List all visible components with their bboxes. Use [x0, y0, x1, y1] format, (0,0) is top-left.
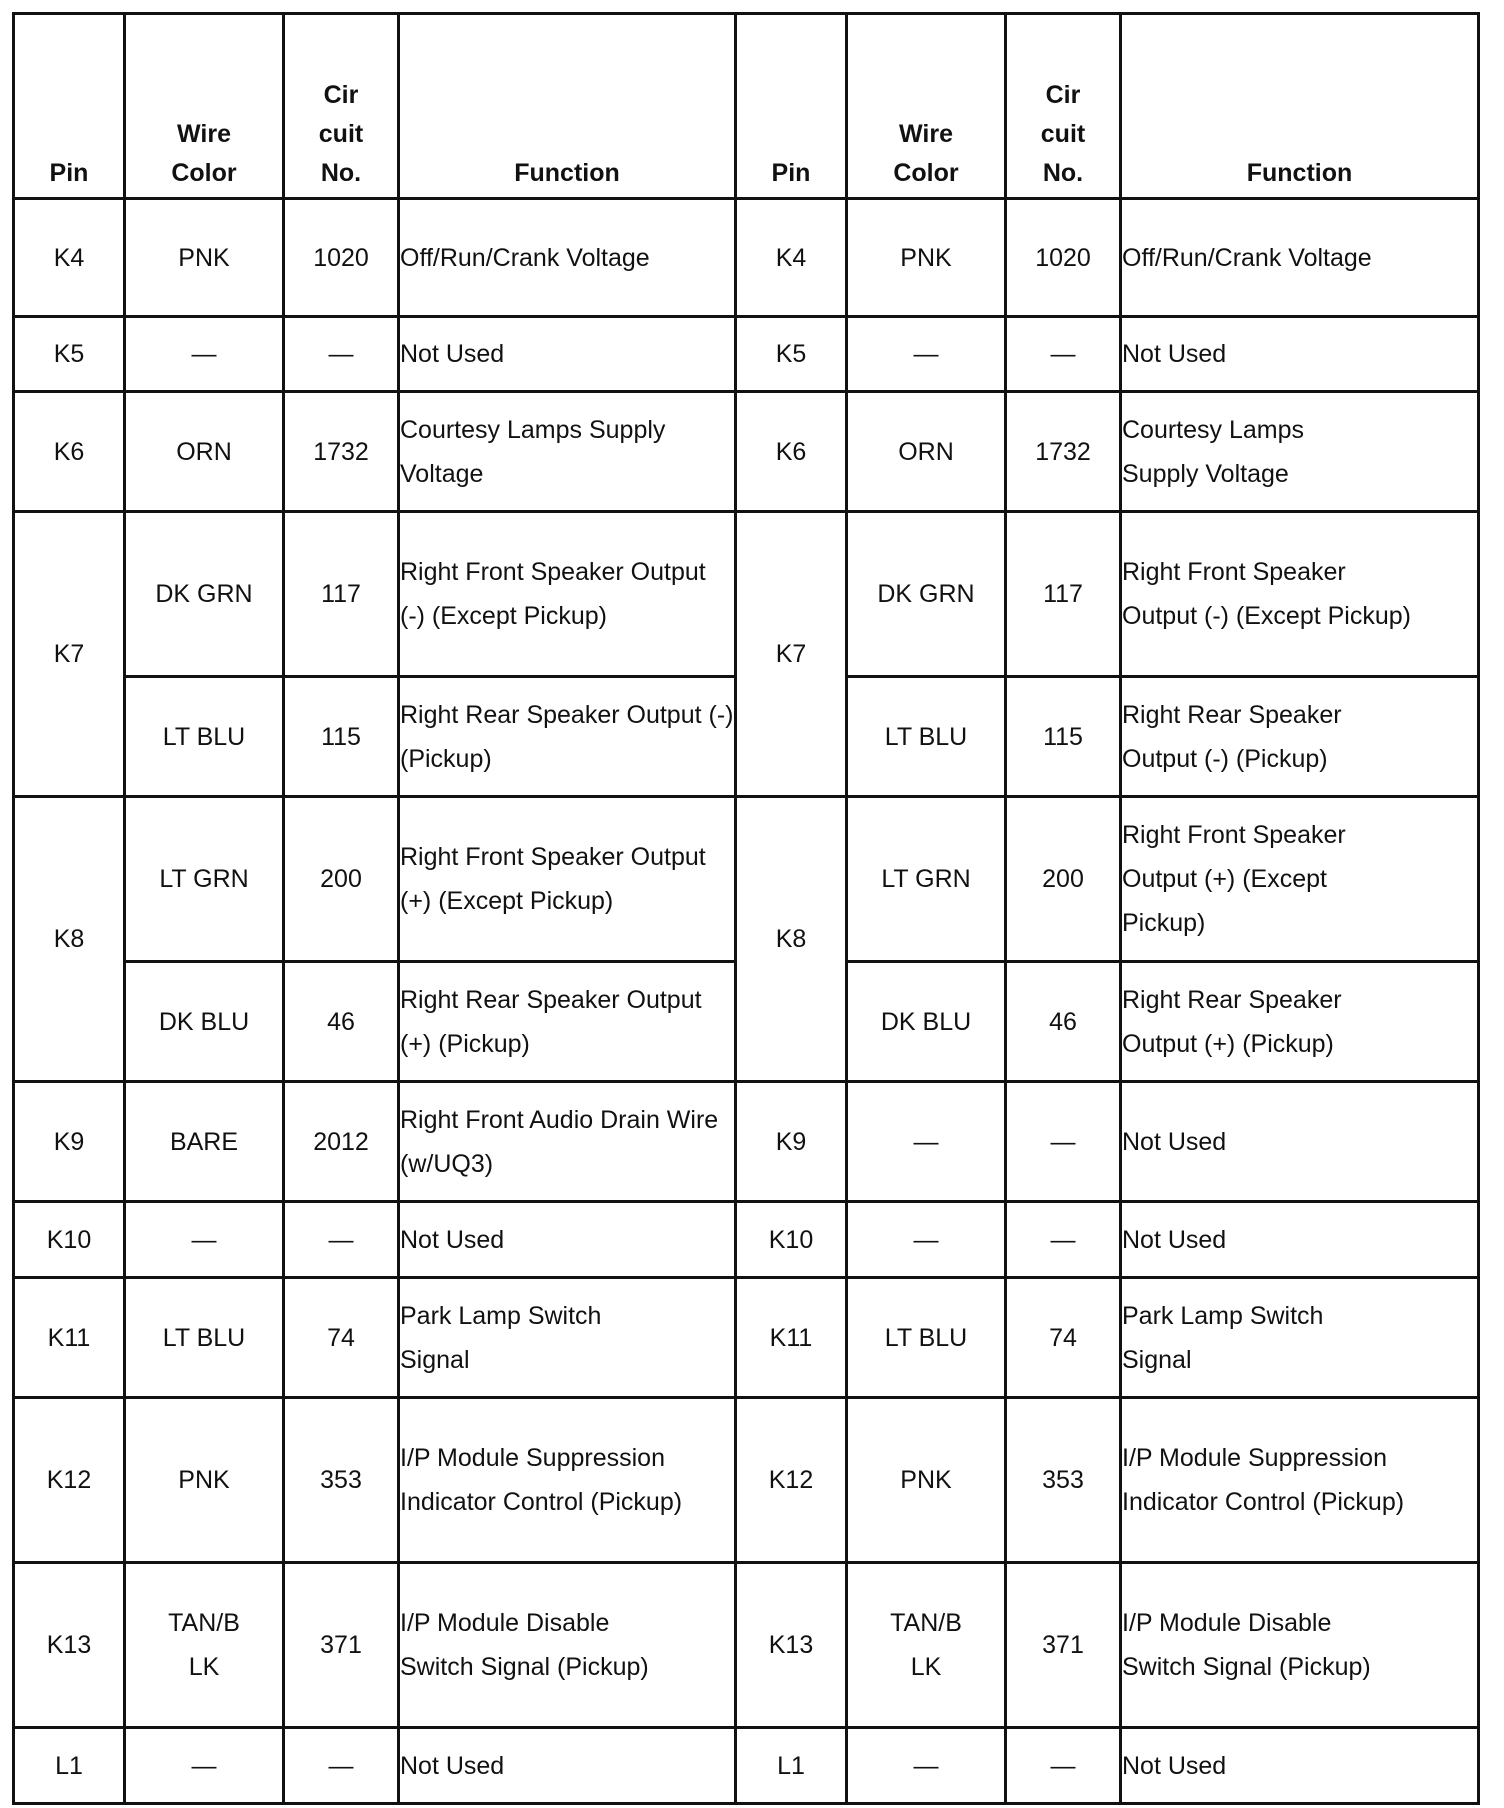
- table-row: [14, 1728, 1479, 1804]
- circuit-cell: 1732: [1006, 392, 1121, 512]
- wire-color-cell: —: [847, 317, 1006, 392]
- pin-cell: K12: [736, 1398, 847, 1563]
- function-cell: I/P Module Suppression Indicator Control (Pickup): [399, 1398, 736, 1563]
- function-cell: I/P Module Suppression Indicator Control (Pickup): [1121, 1398, 1479, 1563]
- table-row: [14, 1202, 1479, 1278]
- pin-cell: K8: [14, 797, 125, 1082]
- pin-cell: K7: [14, 512, 125, 797]
- circuit-cell: 2012: [284, 1082, 399, 1202]
- header-pin: Pin: [14, 14, 125, 199]
- header-row: [14, 14, 1479, 199]
- wire-color-cell: —: [847, 1728, 1006, 1804]
- function-cell: Park Lamp Switch Signal: [1121, 1278, 1479, 1398]
- header-function: Function: [1121, 14, 1479, 199]
- pin-cell: K11: [14, 1278, 125, 1398]
- table-row: [14, 392, 1479, 512]
- function-cell: Right Rear Speaker Output (-) (Pickup): [1121, 677, 1479, 797]
- function-cell: Off/Run/Crank Voltage: [399, 199, 736, 317]
- function-cell: Right Rear Speaker Output (-) (Pickup): [399, 677, 736, 797]
- function-cell: Not Used: [399, 317, 736, 392]
- function-cell: Not Used: [399, 1728, 736, 1804]
- pin-cell: K10: [14, 1202, 125, 1278]
- table-row: [14, 1082, 1479, 1202]
- header-function: Function: [399, 14, 736, 199]
- wire-color-cell: DK BLU: [847, 962, 1006, 1082]
- wire-color-cell: TAN/B LK: [847, 1563, 1006, 1728]
- function-cell: Courtesy Lamps Supply Voltage: [1121, 392, 1479, 512]
- circuit-cell: 200: [284, 797, 399, 962]
- function-cell: Right Rear Speaker Output (+) (Pickup): [399, 962, 736, 1082]
- circuit-cell: —: [1006, 317, 1121, 392]
- wire-color-cell: PNK: [847, 199, 1006, 317]
- connector-table-wrapper: [12, 12, 1480, 1805]
- function-cell: Not Used: [1121, 1728, 1479, 1804]
- function-cell: Right Front Speaker Output (+) (Except Pickup): [1121, 797, 1479, 962]
- header-pin: Pin: [736, 14, 847, 199]
- circuit-cell: 1020: [1006, 199, 1121, 317]
- table-row: [14, 317, 1479, 392]
- function-cell: I/P Module Disable Switch Signal (Pickup): [1121, 1563, 1479, 1728]
- function-cell: Right Front Audio Drain Wire (w/UQ3): [399, 1082, 736, 1202]
- wire-color-cell: TAN/B LK: [125, 1563, 284, 1728]
- circuit-cell: 74: [1006, 1278, 1121, 1398]
- connector-pinout-table: [12, 12, 1480, 1805]
- wire-color-cell: DK GRN: [125, 512, 284, 677]
- function-cell: Right Front Speaker Output (+) (Except Pickup): [399, 797, 736, 962]
- table-row: [14, 1563, 1479, 1728]
- circuit-cell: 46: [1006, 962, 1121, 1082]
- circuit-cell: 1020: [284, 199, 399, 317]
- wire-color-cell: —: [125, 1728, 284, 1804]
- circuit-cell: 353: [284, 1398, 399, 1563]
- function-cell: Courtesy Lamps Supply Voltage: [399, 392, 736, 512]
- circuit-cell: 115: [284, 677, 399, 797]
- table-row: [14, 1398, 1479, 1563]
- circuit-cell: 353: [1006, 1398, 1121, 1563]
- header-circuit-no: Cir cuit No.: [284, 14, 399, 199]
- function-cell: I/P Module Disable Switch Signal (Pickup): [399, 1563, 736, 1728]
- function-cell: Right Front Speaker Output (-) (Except Pickup): [399, 512, 736, 677]
- wire-color-cell: LT GRN: [847, 797, 1006, 962]
- table-row: [14, 797, 1479, 962]
- header-wire-color: Wire Color: [125, 14, 284, 199]
- pin-cell: K13: [736, 1563, 847, 1728]
- pin-cell: L1: [14, 1728, 125, 1804]
- wire-color-cell: DK BLU: [125, 962, 284, 1082]
- wire-color-cell: LT GRN: [125, 797, 284, 962]
- function-cell: Off/Run/Crank Voltage: [1121, 199, 1479, 317]
- wire-color-cell: —: [125, 317, 284, 392]
- circuit-cell: —: [1006, 1202, 1121, 1278]
- circuit-cell: 115: [1006, 677, 1121, 797]
- function-cell: Not Used: [399, 1202, 736, 1278]
- pin-cell: K6: [736, 392, 847, 512]
- header-circuit-no: Cir cuit No.: [1006, 14, 1121, 199]
- circuit-cell: —: [284, 317, 399, 392]
- wire-color-cell: PNK: [847, 1398, 1006, 1563]
- pin-cell: K11: [736, 1278, 847, 1398]
- function-cell: Right Rear Speaker Output (+) (Pickup): [1121, 962, 1479, 1082]
- wire-color-cell: —: [847, 1082, 1006, 1202]
- circuit-cell: 200: [1006, 797, 1121, 962]
- pin-cell: K5: [736, 317, 847, 392]
- pin-cell: K8: [736, 797, 847, 1082]
- function-cell: Right Front Speaker Output (-) (Except Pickup): [1121, 512, 1479, 677]
- wire-color-cell: BARE: [125, 1082, 284, 1202]
- wire-color-cell: LT BLU: [847, 1278, 1006, 1398]
- circuit-cell: —: [1006, 1082, 1121, 1202]
- pin-cell: K9: [736, 1082, 847, 1202]
- circuit-cell: 74: [284, 1278, 399, 1398]
- circuit-cell: 371: [284, 1563, 399, 1728]
- table-row: [14, 512, 1479, 677]
- wire-color-cell: LT BLU: [125, 1278, 284, 1398]
- table-row: [14, 199, 1479, 317]
- wire-color-cell: LT BLU: [125, 677, 284, 797]
- wire-color-cell: ORN: [125, 392, 284, 512]
- function-cell: Not Used: [1121, 1202, 1479, 1278]
- circuit-cell: 1732: [284, 392, 399, 512]
- circuit-cell: —: [1006, 1728, 1121, 1804]
- wire-color-cell: —: [125, 1202, 284, 1278]
- pin-cell: K4: [14, 199, 125, 317]
- circuit-cell: 371: [1006, 1563, 1121, 1728]
- wire-color-cell: —: [847, 1202, 1006, 1278]
- pin-cell: K12: [14, 1398, 125, 1563]
- circuit-cell: —: [284, 1728, 399, 1804]
- wire-color-cell: PNK: [125, 1398, 284, 1563]
- wire-color-cell: PNK: [125, 199, 284, 317]
- circuit-cell: 117: [1006, 512, 1121, 677]
- circuit-cell: 46: [284, 962, 399, 1082]
- pin-cell: K13: [14, 1563, 125, 1728]
- pin-cell: K9: [14, 1082, 125, 1202]
- circuit-cell: 117: [284, 512, 399, 677]
- function-cell: Not Used: [1121, 1082, 1479, 1202]
- pin-cell: K6: [14, 392, 125, 512]
- pin-cell: K7: [736, 512, 847, 797]
- pin-cell: K4: [736, 199, 847, 317]
- table-row: [14, 1278, 1479, 1398]
- pin-cell: L1: [736, 1728, 847, 1804]
- pin-cell: K10: [736, 1202, 847, 1278]
- wire-color-cell: ORN: [847, 392, 1006, 512]
- header-wire-color: Wire Color: [847, 14, 1006, 199]
- wire-color-cell: LT BLU: [847, 677, 1006, 797]
- function-cell: Not Used: [1121, 317, 1479, 392]
- function-cell: Park Lamp Switch Signal: [399, 1278, 736, 1398]
- circuit-cell: —: [284, 1202, 399, 1278]
- wire-color-cell: DK GRN: [847, 512, 1006, 677]
- pin-cell: K5: [14, 317, 125, 392]
